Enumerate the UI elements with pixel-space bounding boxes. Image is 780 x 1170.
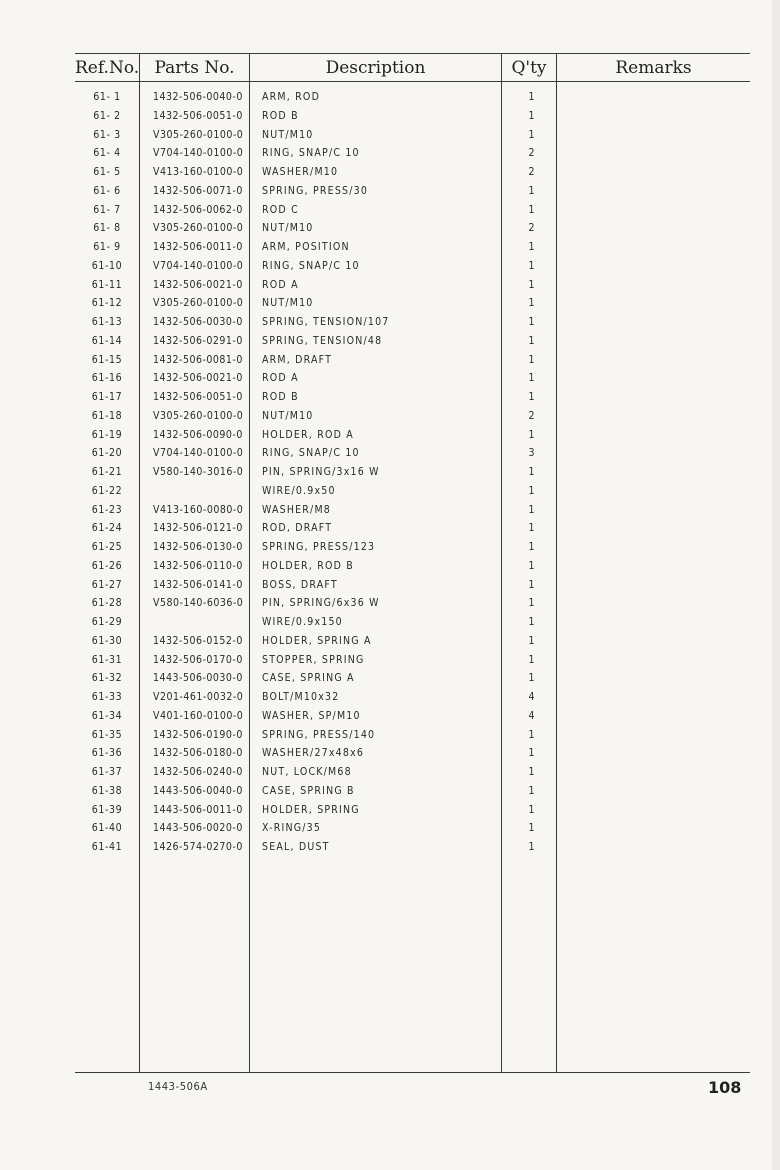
table-row <box>0 126 780 145</box>
quantity-cell: 1 <box>528 391 536 403</box>
table-row <box>0 107 780 126</box>
part-number-cell: V704-140-0100-0 <box>153 147 244 160</box>
description-cell: RING, SNAP/C 10 <box>262 259 360 272</box>
part-number-cell: 1443-506-0040-0 <box>153 784 243 797</box>
part-number-cell: 1432-506-0040-0 <box>153 91 243 103</box>
table-row <box>0 726 780 745</box>
ref-cell: 61-18 <box>91 409 123 422</box>
table-bottom-rule <box>75 1072 750 1073</box>
quantity-cell: 2 <box>528 166 536 178</box>
quantity-cell: 1 <box>528 616 536 628</box>
quantity-cell: 1 <box>528 316 536 328</box>
description-cell: ROD C <box>262 203 299 216</box>
description-cell: WASHER/M10 <box>262 166 339 178</box>
table-row <box>0 444 780 463</box>
description-cell: ROD B <box>262 391 299 403</box>
ref-cell: 61-29 <box>91 616 123 628</box>
table-row <box>0 313 780 332</box>
ref-cell: 61- 9 <box>93 241 121 253</box>
ref-cell: 61-40 <box>91 822 123 835</box>
quantity-cell: 1 <box>528 803 536 816</box>
quantity-cell: 1 <box>528 278 536 291</box>
table-row <box>0 613 780 632</box>
part-number-cell: 1432-506-0152-0 <box>153 634 243 647</box>
ref-cell: 61- 8 <box>93 222 121 235</box>
table-row <box>0 201 780 220</box>
description-cell: SEAL, DUST <box>262 841 330 853</box>
page-number: 108 <box>708 1078 742 1097</box>
table-row <box>0 688 780 707</box>
description-cell: HOLDER, ROD B <box>262 559 354 572</box>
quantity-cell: 1 <box>528 353 536 366</box>
table-row <box>0 594 780 613</box>
ref-cell: 61-22 <box>91 484 123 497</box>
part-number-cell: 1432-506-0141-0 <box>153 578 243 591</box>
document-code: 1443-506A <box>148 1080 208 1093</box>
description-cell: WASHER/27x48x6 <box>262 747 365 760</box>
description-cell: SPRING, TENSION/48 <box>262 334 383 347</box>
quantity-cell: 2 <box>528 147 536 160</box>
quantity-cell: 1 <box>528 334 536 347</box>
quantity-cell: 1 <box>528 466 536 478</box>
part-number-cell: 1426-574-0270-0 <box>153 841 243 853</box>
ref-cell: 61-19 <box>91 428 123 441</box>
ref-cell: 61-24 <box>91 522 123 535</box>
description-cell: RING, SNAP/C 10 <box>262 147 360 160</box>
ref-cell: 61-33 <box>91 691 123 703</box>
description-cell: X-RING/35 <box>262 822 322 835</box>
description-cell: HOLDER, SPRING A <box>262 634 372 647</box>
description-cell: HOLDER, SPRING <box>262 803 360 816</box>
part-number-cell: V305-260-0100-0 <box>153 128 244 141</box>
header-remarks: Remarks <box>615 58 692 78</box>
quantity-cell: 1 <box>528 522 536 535</box>
quantity-cell: 4 <box>528 691 536 703</box>
header-bottom-rule <box>75 81 750 82</box>
ref-cell: 61-12 <box>91 297 123 310</box>
ref-cell: 61-38 <box>91 784 123 797</box>
part-number-cell: 1432-506-0081-0 <box>153 353 243 366</box>
quantity-cell: 1 <box>528 297 536 310</box>
ref-cell: 61-20 <box>91 447 123 460</box>
description-cell: SPRING, PRESS/123 <box>262 541 376 553</box>
description-cell: RING, SNAP/C 10 <box>262 447 360 460</box>
description-cell: NUT/M10 <box>262 409 314 422</box>
part-number-cell: 1432-506-0021-0 <box>153 278 243 291</box>
table-row <box>0 163 780 182</box>
ref-cell: 61- 3 <box>93 128 121 141</box>
table-row <box>0 707 780 726</box>
table-row <box>0 819 780 838</box>
part-number-cell: V704-140-0100-0 <box>153 259 244 272</box>
table-row <box>0 88 780 107</box>
part-number-cell: 1432-506-0051-0 <box>153 109 243 122</box>
quantity-cell: 1 <box>528 653 536 666</box>
quantity-cell: 1 <box>528 372 536 385</box>
table-row <box>0 576 780 595</box>
quantity-cell: 1 <box>528 184 536 197</box>
ref-cell: 61-11 <box>91 278 123 291</box>
table-row <box>0 744 780 763</box>
table-row <box>0 763 780 782</box>
part-number-cell: V704-140-0100-0 <box>153 447 244 460</box>
ref-cell: 61-21 <box>91 466 123 478</box>
quantity-cell: 1 <box>528 634 536 647</box>
table-row <box>0 369 780 388</box>
description-cell: STOPPER, SPRING <box>262 653 365 666</box>
table-row <box>0 782 780 801</box>
part-number-cell: 1443-506-0030-0 <box>153 672 243 685</box>
header-parts-no: Parts No. <box>154 58 235 78</box>
part-number-cell: V201-461-0032-0 <box>153 691 244 703</box>
part-number-cell: 1432-506-0051-0 <box>153 391 243 403</box>
ref-cell: 61-35 <box>91 728 123 741</box>
table-row <box>0 801 780 820</box>
table-row <box>0 463 780 482</box>
table-row <box>0 651 780 670</box>
quantity-cell: 1 <box>528 128 536 141</box>
description-cell: PIN, SPRING/3x16 W <box>262 466 380 478</box>
description-cell: ROD, DRAFT <box>262 522 333 535</box>
description-cell: ARM, POSITION <box>262 241 350 253</box>
ref-cell: 61-36 <box>91 747 123 760</box>
table-row <box>0 501 780 520</box>
description-cell: NUT/M10 <box>262 128 314 141</box>
part-number-cell: 1432-506-0291-0 <box>153 334 243 347</box>
quantity-cell: 1 <box>528 597 536 610</box>
ref-cell: 61-28 <box>91 597 123 610</box>
table-row <box>0 182 780 201</box>
quantity-cell: 1 <box>528 728 536 741</box>
part-number-cell: 1432-506-0062-0 <box>153 203 243 216</box>
part-number-cell: 1432-506-0240-0 <box>153 766 243 778</box>
quantity-cell: 1 <box>528 428 536 441</box>
table-row <box>0 219 780 238</box>
description-cell: WIRE/0.9x150 <box>262 616 343 628</box>
header-description: Description <box>325 58 426 78</box>
table-row <box>0 144 780 163</box>
header-qty: Q'ty <box>511 58 547 78</box>
part-number-cell: V305-260-0100-0 <box>153 409 244 422</box>
part-number-cell: V305-260-0100-0 <box>153 297 244 310</box>
description-cell: CASE, SPRING B <box>262 784 355 797</box>
ref-cell: 61-13 <box>91 316 123 328</box>
ref-cell: 61- 2 <box>93 109 121 122</box>
ref-cell: 61-31 <box>91 653 123 666</box>
part-number-cell: 1432-506-0190-0 <box>153 728 243 741</box>
quantity-cell: 1 <box>528 841 536 853</box>
ref-cell: 61-14 <box>91 334 123 347</box>
quantity-cell: 1 <box>528 241 536 253</box>
part-number-cell: V413-160-0100-0 <box>153 166 244 178</box>
quantity-cell: 1 <box>528 822 536 835</box>
quantity-cell: 1 <box>528 747 536 760</box>
part-number-cell: V580-140-6036-0 <box>153 597 244 610</box>
table-row <box>0 538 780 557</box>
table-row <box>0 332 780 351</box>
ref-cell: 61-23 <box>91 503 123 516</box>
part-number-cell: V580-140-3016-0 <box>153 466 244 478</box>
part-number-cell: 1443-506-0020-0 <box>153 822 243 835</box>
quantity-cell: 1 <box>528 672 536 685</box>
table-top-rule <box>75 53 750 54</box>
description-cell: SPRING, PRESS/140 <box>262 728 376 741</box>
description-cell: NUT/M10 <box>262 297 314 310</box>
ref-cell: 61- 4 <box>93 147 121 160</box>
quantity-cell: 1 <box>528 91 536 103</box>
quantity-cell: 1 <box>528 784 536 797</box>
ref-cell: 61-34 <box>91 709 123 722</box>
description-cell: ROD B <box>262 109 299 122</box>
description-cell: BOSS, DRAFT <box>262 578 338 591</box>
ref-cell: 61- 1 <box>93 91 121 103</box>
description-cell: WASHER/M8 <box>262 503 332 516</box>
table-row <box>0 632 780 651</box>
part-number-cell: V401-160-0100-0 <box>153 709 244 722</box>
table-row <box>0 482 780 501</box>
part-number-cell: 1432-506-0121-0 <box>153 522 243 535</box>
description-cell: CASE, SPRING A <box>262 672 355 685</box>
ref-cell: 61-16 <box>91 372 123 385</box>
table-row <box>0 519 780 538</box>
ref-cell: 61-37 <box>91 766 123 778</box>
table-row <box>0 351 780 370</box>
description-cell: PIN, SPRING/6x36 W <box>262 597 380 610</box>
quantity-cell: 1 <box>528 203 536 216</box>
quantity-cell: 1 <box>528 766 536 778</box>
part-number-cell: 1443-506-0011-0 <box>153 803 243 816</box>
description-cell: WASHER, SP/M10 <box>262 709 361 722</box>
ref-cell: 61-30 <box>91 634 123 647</box>
ref-cell: 61-39 <box>91 803 123 816</box>
description-cell: BOLT/M10x32 <box>262 691 340 703</box>
quantity-cell: 2 <box>528 409 536 422</box>
ref-cell: 61-27 <box>91 578 123 591</box>
quantity-cell: 1 <box>528 484 536 497</box>
page-edge-shadow <box>772 0 780 1170</box>
description-cell: ROD A <box>262 278 299 291</box>
quantity-cell: 1 <box>528 559 536 572</box>
table-row <box>0 407 780 426</box>
table-row <box>0 669 780 688</box>
part-number-cell: 1432-506-0011-0 <box>153 241 243 253</box>
part-number-cell: 1432-506-0110-0 <box>153 559 243 572</box>
table-row <box>0 257 780 276</box>
header-ref-no: Ref.No. <box>75 58 140 78</box>
part-number-cell: V413-160-0080-0 <box>153 503 244 516</box>
table-row <box>0 557 780 576</box>
table-row <box>0 294 780 313</box>
ref-cell: 61-17 <box>91 391 123 403</box>
part-number-cell: 1432-506-0090-0 <box>153 428 243 441</box>
description-cell: NUT, LOCK/M68 <box>262 766 352 778</box>
description-cell: SPRING, PRESS/30 <box>262 184 369 197</box>
description-cell: NUT/M10 <box>262 222 314 235</box>
quantity-cell: 4 <box>528 709 536 722</box>
part-number-cell: 1432-506-0030-0 <box>153 316 243 328</box>
ref-cell: 61- 7 <box>93 203 121 216</box>
quantity-cell: 1 <box>528 109 536 122</box>
table-row <box>0 388 780 407</box>
table-row <box>0 426 780 445</box>
table-row <box>0 276 780 295</box>
quantity-cell: 1 <box>528 503 536 516</box>
part-number-cell: 1432-506-0071-0 <box>153 184 243 197</box>
ref-cell: 61-10 <box>91 259 123 272</box>
ref-cell: 61- 6 <box>93 184 121 197</box>
table-row <box>0 838 780 857</box>
description-cell: ARM, DRAFT <box>262 353 333 366</box>
part-number-cell: 1432-506-0170-0 <box>153 653 243 666</box>
table-row <box>0 238 780 257</box>
description-cell: HOLDER, ROD A <box>262 428 354 441</box>
part-number-cell: V305-260-0100-0 <box>153 222 244 235</box>
description-cell: ROD A <box>262 372 299 385</box>
description-cell: WIRE/0.9x50 <box>262 484 336 497</box>
part-number-cell: 1432-506-0180-0 <box>153 747 243 760</box>
ref-cell: 61- 5 <box>93 166 121 178</box>
part-number-cell: 1432-506-0021-0 <box>153 372 243 385</box>
part-number-cell: 1432-506-0130-0 <box>153 541 243 553</box>
ref-cell: 61-26 <box>91 559 123 572</box>
ref-cell: 61-32 <box>91 672 123 685</box>
ref-cell: 61-41 <box>91 841 123 853</box>
description-cell: ARM, ROD <box>262 91 321 103</box>
ref-cell: 61-15 <box>91 353 123 366</box>
description-cell: SPRING, TENSION/107 <box>262 316 390 328</box>
quantity-cell: 1 <box>528 259 536 272</box>
quantity-cell: 3 <box>528 447 536 460</box>
quantity-cell: 1 <box>528 541 536 553</box>
quantity-cell: 2 <box>528 222 536 235</box>
quantity-cell: 1 <box>528 578 536 591</box>
ref-cell: 61-25 <box>91 541 123 553</box>
